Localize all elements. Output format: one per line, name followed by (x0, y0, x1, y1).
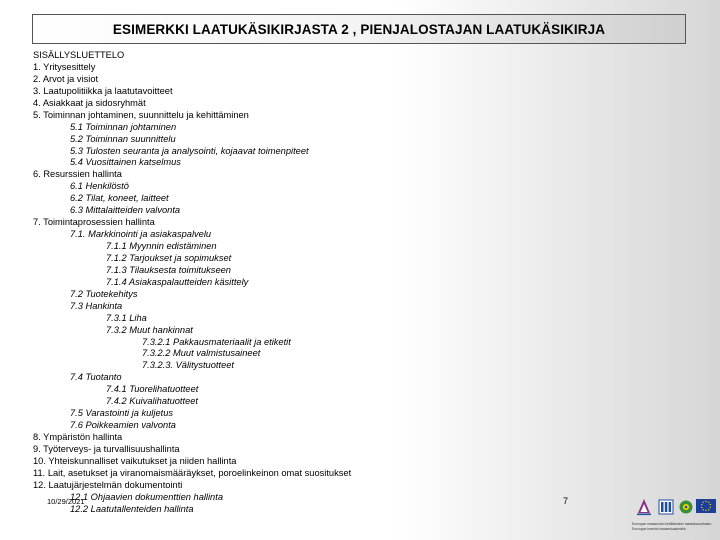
logo-note-1: Euroopan maaseudun kehittämisen maatalousrahasto: (632, 522, 712, 526)
toc-item: 7.3.2.1 Pakkausmateriaalit ja etiketit (142, 336, 291, 347)
toc-item: SISÄLLYSLUETTELO (33, 50, 125, 60)
toc-item: 7.4 Tuotanto (70, 372, 122, 383)
logo-note-2: Eurooppa investoi maaseutualueisiin (632, 527, 686, 531)
toc-item: 2. Arvot ja visiot (33, 73, 99, 84)
toc-item: 12.1 Ohjaavien dokumenttien hallinta (70, 491, 223, 502)
rural-network-logo-icon (658, 498, 674, 516)
title-box (32, 14, 686, 44)
toc-item: 7.1.1 Myynnin edistäminen (106, 241, 217, 251)
toc-item: 5.1 Toiminnan johtaminen (70, 121, 177, 132)
toc-item: 7.5 Varastointi ja kuljetus (70, 408, 174, 419)
toc-item: 10. Yhteiskunnalliset vaikutukset ja niiden hallinta (33, 455, 237, 466)
toc-item: 6.2 Tilat, koneet, laitteet (70, 193, 169, 204)
toc-item: 11. Lait, asetukset ja viranomaismääräykset, poroelinkeinon omat suositukset (33, 467, 352, 478)
page-title: ESIMERKKI LAATUKÄSIKIRJASTA 2 , PIENJALOSTAJAN LAATUKÄSIKIRJA (112, 21, 606, 37)
toc-item: 5.2 Toiminnan suunnittelu (70, 133, 176, 144)
flower-logo-icon (678, 498, 694, 516)
toc-item: 8. Ympäristön hallinta (33, 432, 123, 442)
toc-item: 1. Yritysesittely (33, 61, 96, 72)
toc-item: 12. Laatujärjestelmän dokumentointi (33, 479, 183, 490)
toc-item: 7.1.3 Tilauksesta toimitukseen (106, 264, 231, 275)
toc-item: 5.4 Vuosittainen katselmus (70, 157, 181, 168)
logo-strip (636, 498, 716, 520)
toc-item: 12.2 Laatutallenteiden hallinta (70, 503, 194, 514)
toc-item: 7. Toimintaprosessien hallinta (33, 217, 155, 228)
eu-flag-icon (696, 498, 716, 516)
toc-item: 7.3.2.2 Muut valmistusaineet (142, 348, 261, 359)
footer-date: 10/29/2021 (47, 497, 85, 506)
toc-item: 7.3.1 Liha (106, 312, 147, 323)
toc-item: 4. Asiakkaat ja sidosryhmät (33, 97, 146, 108)
toc-item: 7.4.2 Kuivalihatuotteet (106, 396, 199, 407)
toc-item: 7.1. Markkinointi ja asiakaspalvelu (70, 229, 212, 240)
toc-item: 6. Resurssien hallinta (33, 169, 122, 180)
leader-logo-icon (636, 498, 652, 516)
toc-item: 7.3.2 Muut hankinnat (106, 324, 193, 335)
toc-item: 7.3.2.3. Välitystuotteet (142, 360, 234, 371)
toc-item: 6.1 Henkilöstö (70, 181, 129, 192)
toc-item: 7.4.1 Tuorelihatuotteet (106, 384, 199, 395)
toc-item: 3. Laatupolitiikka ja laatutavoitteet (33, 85, 173, 96)
toc-item: 7.2 Tuotekehitys (70, 288, 138, 299)
toc-item: 6.3 Mittalaitteiden valvonta (70, 205, 181, 216)
toc-item: 5.3 Tulosten seuranta ja analysointi, kojaavat toimenpiteet (70, 145, 309, 156)
toc-item: 7.1.4 Asiakaspalautteiden käsittely (106, 276, 249, 287)
toc-item: 9. Työterveys- ja turvallisuushallinta (33, 443, 180, 454)
table-of-contents (33, 50, 351, 516)
page-number: 7 (563, 496, 569, 506)
toc-item: 5. Toiminnan johtaminen, suunnittelu ja kehittäminen (33, 109, 249, 120)
toc-item: 7.3 Hankinta (70, 300, 123, 311)
toc-item: 7.1.2 Tarjoukset ja sopimukset (106, 252, 232, 263)
toc-item: 7.6 Poikkeamien valvonta (70, 420, 176, 431)
